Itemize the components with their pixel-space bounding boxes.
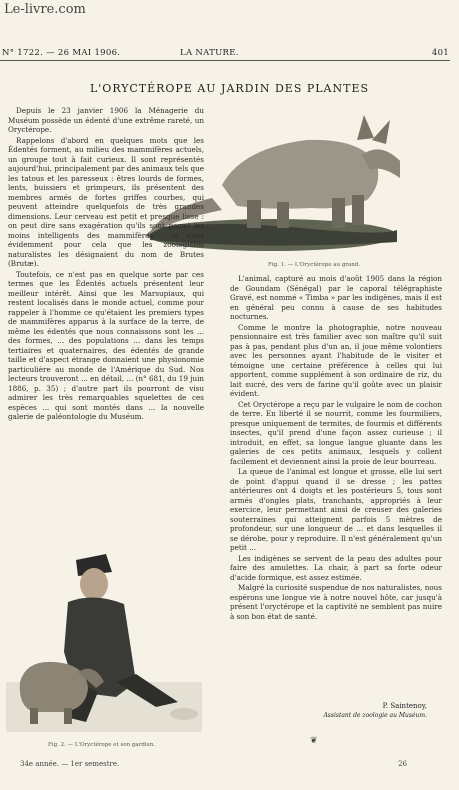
author-role: Assistant de zoologie au Muséum.	[323, 712, 427, 719]
paragraph: Toutefois, ce n'est pas en quelque sorte par ces termes que les Édentés actuels présentent leur meilleur intérêt. Ainsi que les Marsupiaux, qui restent localisés dans le monde actuel, comme pour rappeler à l'homme ce qu'étaient les premiers types de mammifères apparus à la surface de la terre, de même les édentés que nous connaissons sont les ... des formes, ... des populations ... dans les temps tertiaires et quaternaires, des édentés de grande taille et d'aspect étrange donnaient une physionomie particulière au monde de l'Amérique du Sud. Nos lecteurs trouveront ... en détail, ... (n° 681, du 19 juin 1886, p. 35) ; d'autre part ils pourront de visu admirer les très remarquables squelettes de ces espèces ... qui sont montés dans ... la nouvelle galerie de paléontologie du Muséum.	[8, 269, 204, 421]
volume-note: 34e année. — 1er semestre.	[20, 760, 120, 768]
paragraph: La queue de l'animal est longue et grosse, elle lui sert de point d'appui quand il se dresse ; les pattes antérieures ont 4 doigts et les postérieurs 5, tous sont armés d'ongles plats, tranchants, appropriés à leur exercice, leur permettant ainsi de creuser des galeries souterraines qui atteignent parfois 5 mètres de profondeur, sur une longueur de ... et dans lesquelles il se dérobe, pour y reproduire. Il n'est généralement qu'un petit ...	[230, 467, 442, 552]
keeper-photo	[6, 532, 202, 732]
figure-2-caption: Fig. 2. — L'Oryctérope et son gardien.	[48, 742, 156, 748]
author-name: P. Saintenoy,	[382, 702, 427, 710]
paragraph: Comme le montre la photographie, notre nouveau pensionnaire est très familier avec son maître qu'il suit pas à pas, pendant plus d'un an, il joue même volontiers avec les personnes ayant l'habitude de le visiter et témoigne une certaine préférence à celles qui lui apportent, comme supplément à son ordinaire de riz, du lait sucré, des vers de farine qu'il goûte avec un plaisir évident.	[230, 322, 442, 398]
paragraph: Cet Oryctérope a reçu par le vulgaire le nom de cochon de terre. En liberté il se nourrit, comme les fourmiliers, presque uniquement de termites, de fourmis et différents insectes, qu'il prend d'une façon assez curieuse ; il introduit, en effet, sa longue langue gluante dans les galeries de ces petits animaux, lesquels y collent facilement et deviennent ainsi la proie de leur bourreau.	[230, 399, 442, 466]
header-rule	[0, 60, 450, 61]
ornament-icon: ❦	[310, 736, 318, 746]
article-title: L'ORYCTÉROPE AU JARDIN DES PLANTES	[89, 82, 370, 95]
figure-1-caption: Fig. 1. — L'Oryctérope au grand.	[268, 262, 361, 268]
page-number: 401	[431, 48, 449, 58]
left-column	[8, 106, 204, 530]
paragraph: Les indigènes se servent de la peau des adultes pour faire des amulettes. La chair, à part sa forte odeur d'acide formique, est assez estimée.	[230, 553, 442, 582]
signature	[323, 702, 427, 720]
right-column	[230, 274, 442, 700]
journal-name: LA NATURE.	[180, 48, 239, 58]
paragraph: Rappelons d'abord en quelques mots que les Édentés forment, au milieu des mammifères actuels, un groupe tout à fait curieux. Il sont représentés aujourd'hui, principalement par des animaux tels que les tatous et les paresseux : êtres lourds de formes, lents, buissiers et grimpeurs, ils présentent des membres armés de fortes griffes courbes, qui peuvent atteindre quelquefois de très grandes dimensions. Leur cerveau est petit et presque lisse : on peut dire sans exagération qu'ils sont parmi les moins intelligents des mammifères ; et c'est évidemment pour cela que les zoologistes naturalistes les désignaient du nom de Brutes (Brutæ).	[8, 135, 204, 268]
paragraph: L'animal, capturé au mois d'août 1905 dans la région de Goundam (Sénégal) par le caporal télégraphiste Gravé, est nommé « Timba » par les indigènes, mais il est en général peu connu à cause de ses habitudes nocturnes.	[230, 274, 442, 321]
paragraph: Depuis le 23 janvier 1906 la Ménagerie du Muséum possède un édenté d'une extrême rareté, un Oryctérope.	[8, 106, 204, 134]
signature-mark: 26	[398, 760, 407, 768]
issue-line: N° 1722. — 26 MAI 1906.	[2, 48, 121, 58]
paragraph: Malgré la curiosité suspendue de nos naturalistes, nous espérons une longue vie à notre nouvel hôte, car jusqu'à présent l'oryctérope et la captivité ne semblent pas nuire à son bon état de santé.	[230, 583, 442, 621]
watermark: Le-livre.com	[4, 2, 86, 17]
